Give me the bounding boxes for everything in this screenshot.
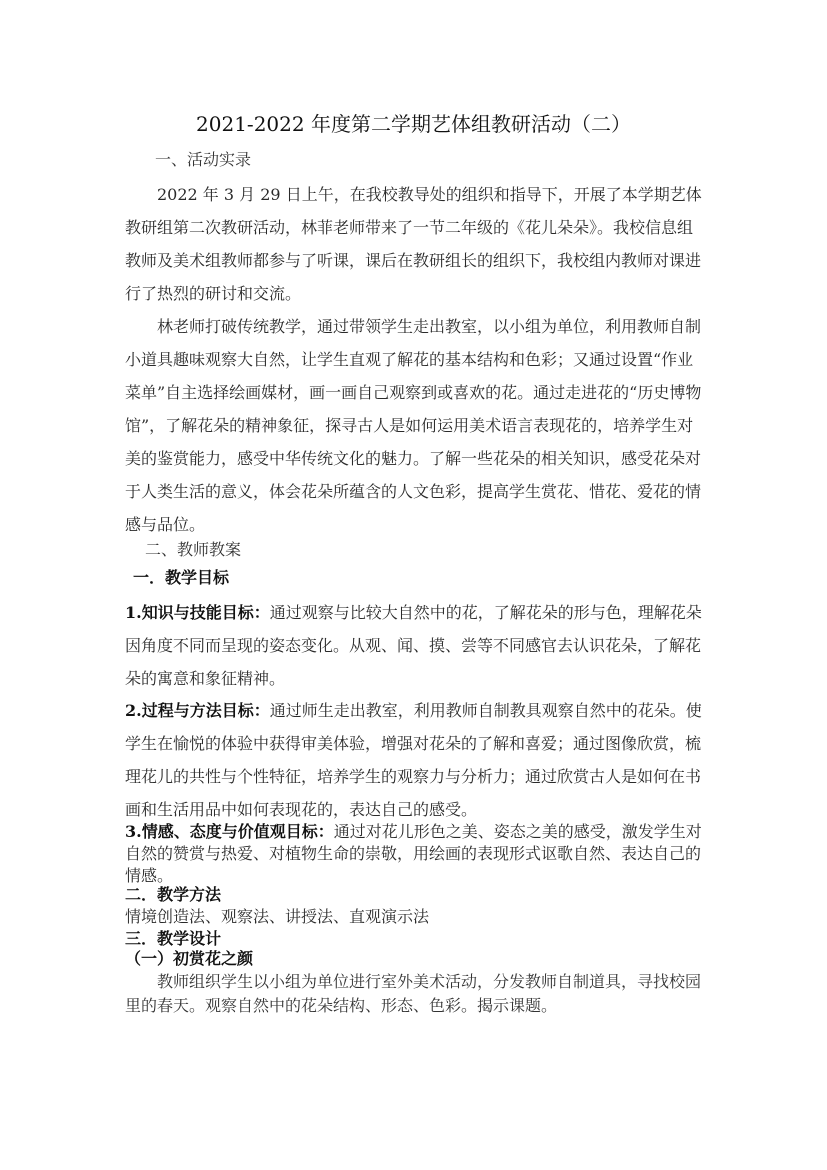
document-title: 2021-2022 年度第二学期艺体组教研活动（二） [196,112,631,136]
goal-knowledge-skills [125,596,705,695]
goal-emotion-values [125,821,705,887]
section-heading-lesson-plan: 二、教师教案 [145,540,242,559]
heading-teaching-goals: 一．教学目标 [133,568,230,587]
paragraph-first-appreciation: 教师组织学生以小组为单位进行室外美术活动，分发教师自制道具，寻找校园里的春天。观察自然中的花朵结构、形态、色彩。揭示课题。 [125,972,702,1015]
methods-list: 情境创造法、观察法、讲授法、直观演示法 [125,907,430,926]
section-heading-activity-record: 一、活动实录 [155,150,252,169]
paragraph-activity-intro: 2022 年 3 月 29 日上午，在我校教导处的组织和指导下，开展了本学期艺体教研组第二次教研活动，林菲老师带来了一节二年级的《花儿朵朵》。我校信息组教师及美术组教师都参与了听课，课后在教研组长的组织下，我校组内教师对课进行了热烈的研讨和交流。 [125,185,702,303]
goal-text: 通过观察与比较大自然中的花，了解花朵的形与色，理解花朵因角度不同而呈现的姿态变化。从观、闻、摸、尝等不同感官去认识花朵，了解花朵的寓意和象征精神。 [125,603,702,688]
heading-teaching-methods: 二．教学方法 [125,885,222,904]
subheading-first-appreciation: （一）初赏花之颜 [125,949,254,968]
goal-label: 2.过程与方法目标： [125,701,270,720]
goal-text: 通过对花儿形色之美、姿态之美的感受，激发学生对自然的赞赏与热爱、对植物生命的崇敬，用绘画的表现形式讴歌自然、表达自己的情感。 [125,822,702,885]
goal-text: 通过师生走出教室，利用教师自制教具观察自然中的花朵。使学生在愉悦的体验中获得审美体验，增强对花朵的了解和喜爱；通过图像欣赏，梳理花儿的共性与个性特征，培养学生的观察力与分析力；通过欣赏古人是如何在书画和生活用品中如何表现花的，表达自己的感受。 [125,701,702,819]
goal-label: 3.情感、态度与价值观目标： [125,822,334,841]
heading-teaching-design: 三．教学设计 [125,929,222,948]
goal-label: 1.知识与技能目标： [125,603,270,622]
goal-process-method [125,694,705,826]
paragraph-lesson-summary: 林老师打破传统教学，通过带领学生走出教室，以小组为单位，利用教师自制小道具趣味观察大自然，让学生直观了解花的基本结构和色彩；又通过设置“作业菜单”自主选择绘画媒材，画一画自己观察到或喜欢的花。通过走进花的“历史博物馆”，了解花朵的精神象征，探寻古人是如何运用美术语言表现花的，培养学生对美的鉴赏能力，感受中华传统文化的魅力。了解一些花朵的相关知识，感受花朵对于人类生活的意义，体会花朵所蕴含的人文色彩，提高学生赏花、惜花、爱花的情感与品位。 [125,317,702,534]
